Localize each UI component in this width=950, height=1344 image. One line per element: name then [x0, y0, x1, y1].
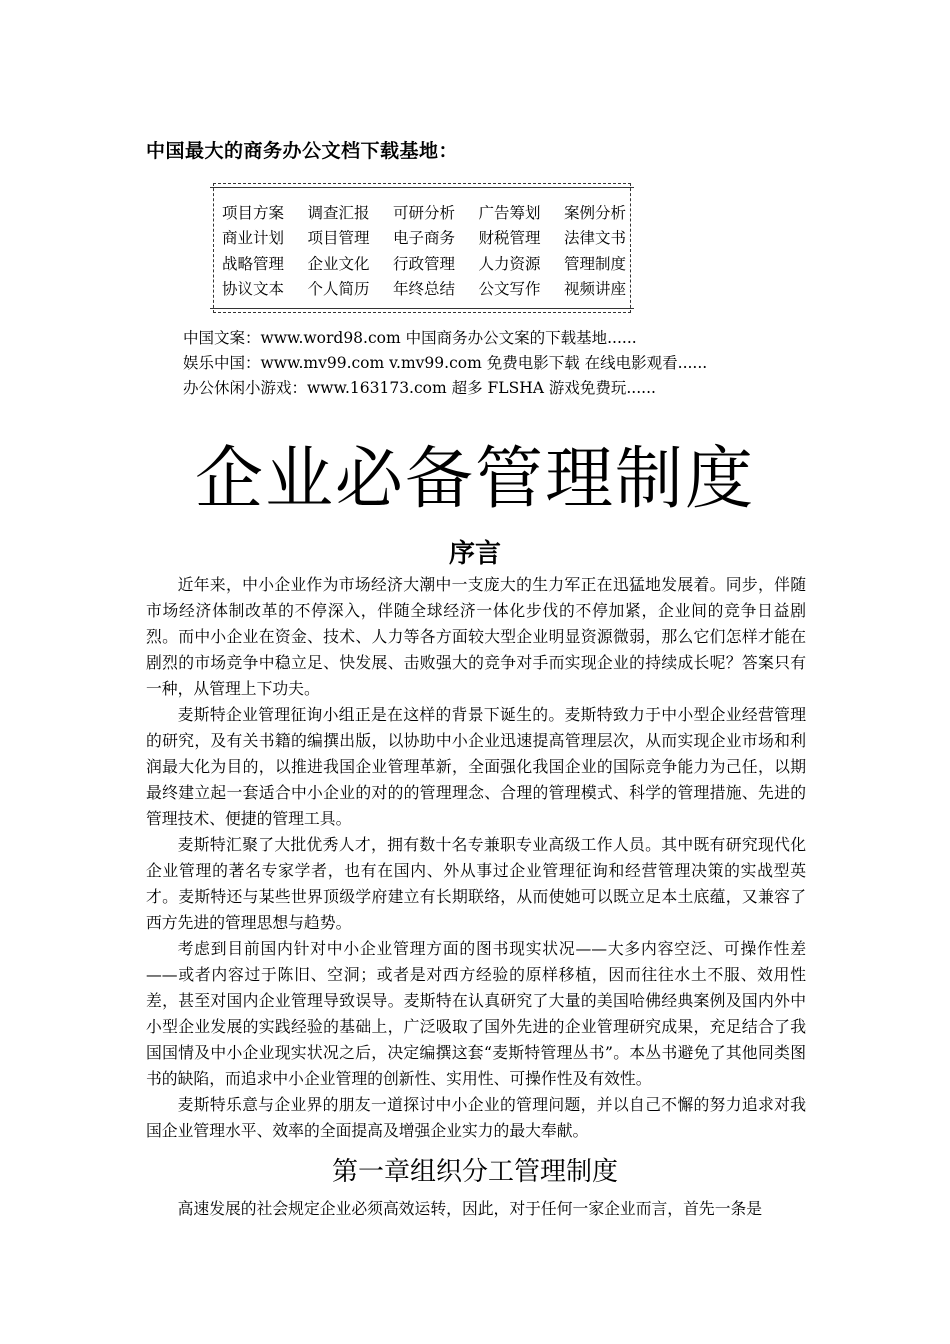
category-link[interactable]: 商业计划 — [222, 229, 285, 247]
category-row — [222, 279, 626, 299]
category-link[interactable]: 战略管理 — [222, 255, 285, 273]
category-link[interactable]: 法律文书 — [563, 229, 626, 247]
chapter-paragraph: 高速发展的社会规定企业必须高效运转，因此，对于任何一家企业而言，首先一条是 — [177, 1199, 763, 1218]
paragraph: 近年来，中小企业作为市场经济大潮中一支庞大的生力军正在迅猛地发展着。同步，伴随市场经济体制改革的不停深入，伴随全球经济一体化步伐的不停加紧，企业间的竞争日益剧烈。而中小企业在资金、技术、人力等各方面较大型企业明显资源微弱，那么它们怎样才能在剧烈的市场竞争中稳立足、快发展、击败强大的竞争对手而实现企业的持续成长呢？答案只有一种，从管理上下功夫。 — [146, 575, 806, 698]
category-row — [222, 254, 626, 274]
category-link[interactable]: 广告筹划 — [478, 204, 541, 222]
category-link[interactable]: 行政管理 — [392, 255, 455, 273]
paragraph: 考虑到目前国内针对中小企业管理方面的图书现实状况——大多内容空泛、可操作性差——或者内容过于陈旧、空洞；或者是对西方经验的原样移植，因而往往水土不服、效用性差，甚至对国内企业管理导致误导。麦斯特在认真研究了大量的美国哈佛经典案例及国内外中小型企业发展的实践经验的基础上，广泛吸取了国外先进的企业管理研究成果，充足结合了我国国情及中小企业现实状况之后，决定编撰这套“麦斯特管理丛书”。本丛书避免了其他同类图书的缺陷，而追求中小企业管理的创新性、实用性、可操作性及有效性。 — [146, 939, 806, 1088]
category-link[interactable]: 年终总结 — [392, 280, 455, 298]
preface-body — [146, 572, 806, 1144]
paragraph: 麦斯特企业管理征询小组正是在这样的背景下诞生的。麦斯特致力于中小型企业经营管理的研究，及有关书籍的编撰出版，以协助中小企业迅速提高管理层次，从而实现企业市场和利润最大化为目的，以推进我国企业管理革新，全面强化我国企业的国际竞争能力为己任，以期最终建立起一套适合中小企业的对的的管理理念、合理的管理模式、科学的管理措施、先进的管理技术、便捷的管理工具。 — [146, 705, 806, 828]
category-link[interactable]: 调查汇报 — [307, 204, 370, 222]
site-link-line[interactable]: 中国文案：www.word98.com 中国商务办公文案的下载基地...... — [183, 329, 637, 347]
header-title: 中国最大的商务办公文档下载基地： — [146, 140, 459, 162]
preface-heading: 序言 — [448, 539, 501, 569]
document-title: 企业必备管理制度 — [194, 440, 755, 519]
category-link[interactable]: 财税管理 — [478, 229, 541, 247]
category-row — [222, 203, 626, 223]
category-link[interactable]: 人力资源 — [478, 255, 541, 273]
category-link[interactable]: 项目方案 — [222, 204, 285, 222]
category-link[interactable]: 协议文本 — [222, 280, 285, 298]
site-link-line[interactable]: 娱乐中国：www.mv99.com v.mv99.com 免费电影下载 在线电影观看...... — [183, 354, 708, 372]
category-link[interactable]: 视频讲座 — [563, 280, 626, 298]
category-link[interactable]: 公文写作 — [478, 280, 541, 298]
category-link[interactable]: 案例分析 — [563, 204, 626, 222]
chapter-heading: 第一章组织分工管理制度 — [331, 1157, 618, 1187]
category-link[interactable]: 管理制度 — [563, 255, 626, 273]
site-link-line[interactable]: 办公休闲小游戏：www.163173.com 超多 FLSHA 游戏免费玩...... — [183, 379, 656, 397]
category-link[interactable]: 个人简历 — [307, 280, 370, 298]
category-box — [213, 183, 631, 313]
category-link[interactable]: 电子商务 — [392, 229, 455, 247]
paragraph: 麦斯特汇聚了大批优秀人才，拥有数十名专兼职专业高级工作人员。其中既有研究现代化企业管理的著名专家学者，也有在国内、外从事过企业管理征询和经营管理决策的实战型英才。麦斯特还与某些世界顶级学府建立有长期联络，从而使她可以既立足本土底蕴，又兼容了西方先进的管理思想与趋势。 — [146, 835, 806, 932]
paragraph: 麦斯特乐意与企业界的朋友一道探讨中小企业的管理问题，并以自己不懈的努力追求对我国企业管理水平、效率的全面提高及增强企业实力的最大奉献。 — [146, 1095, 806, 1140]
category-link[interactable]: 可研分析 — [392, 204, 455, 222]
site-links — [183, 326, 707, 401]
category-link[interactable]: 项目管理 — [307, 229, 370, 247]
category-link[interactable]: 企业文化 — [307, 255, 370, 273]
category-row — [222, 228, 626, 248]
